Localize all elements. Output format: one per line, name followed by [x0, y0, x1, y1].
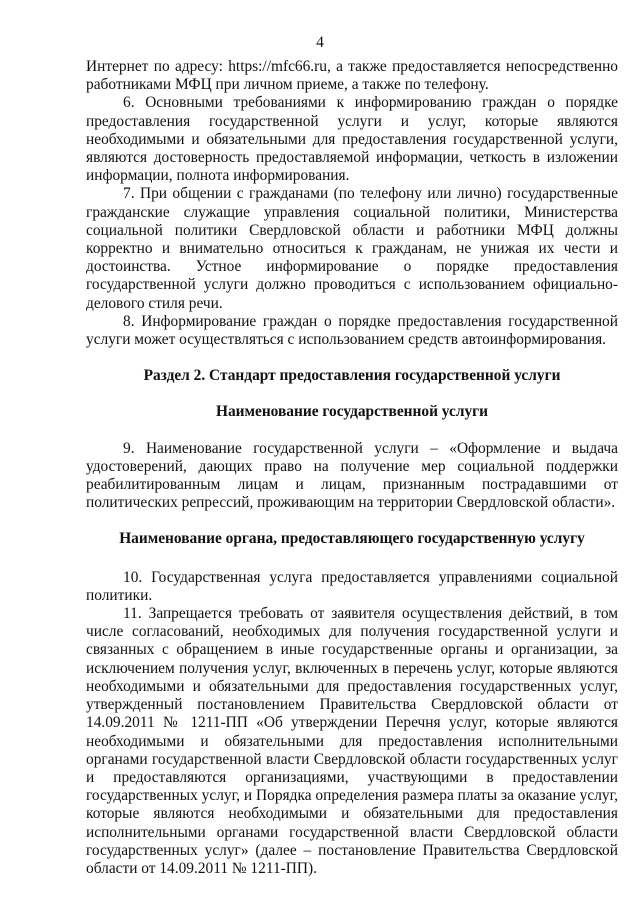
section-heading: Раздел 2. Стандарт предоставления государственной услуги: [143, 367, 561, 385]
page-number: 4: [316, 34, 324, 51]
paragraph-8: 8. Информирование граждан о порядке предоставления государственной услуги может осуществляться с использованием средств автоинформирования.: [86, 312, 618, 349]
paragraph-6: 6. Основными требованиями к информированию граждан о порядке предоставления государственной услуги и услуг, которые являются необходимыми и обязательными для предоставления государственной услуги, являются достоверность предоставляемой информации, четкость в изложении информации, полнота информирования.: [86, 94, 618, 185]
paragraph-continuation: Интернет по адресу: https://mfc66.ru, а также предоставляется непосредственно работниками МФЦ при личном приеме, а также по телефону.: [86, 58, 618, 94]
document-body: [86, 58, 618, 878]
subheading-providing-body: Наименование органа, предоставляющего государственную услугу: [119, 530, 585, 548]
paragraph-10: 10. Государственная услуга предоставляется управлениями социальной политики.: [86, 568, 618, 604]
subheading-service-name: Наименование государственной услуги: [215, 403, 489, 421]
paragraph-11: 11. Запрещается требовать от заявителя осуществления действий, в том числе согласований, необходимых для получения государственной услуги и связанных с обращением в иные государственные органы и организации, за исключением получения услуг, включенных в перечень услуг, которые являются необходимыми и обязательными для предоставления государственных услуг, утвержденный постановлением Правительства Свердловской области от 14.09.2011 № 1211-ПП «Об утверждении Перечня услуг, которые являются необходимыми и обязательными для предоставления исполнительными органами государственной власти Свердловской области государственных услуг и предоставляются организациями, участвующими в предоставлении государственных услуг, и Порядка определения размера платы за оказание услуг, которые являются необходимыми и обязательными для предоставления исполнительными органами государственной власти Свердловской области государственных услуг» (далее – постановление Правительства Свердловской области от 14.09.2011 № 1211-ПП).: [86, 605, 618, 877]
paragraph-7: 7. При общении с гражданами (по телефону или лично) государственные гражданские служащие управления социальной политики, Министерства социальной политики Свердловской области и работники МФЦ должны корректно и внимательно относиться к гражданам, не унижая их чести и достоинства. Устное информирование о порядке предоставления государственной услуги должно проводиться с использованием официально-делового стиля речи.: [86, 185, 618, 312]
paragraph-9: 9. Наименование государственной услуги – «Оформление и выдача удостоверений, дающих право на получение мер социальной поддержки реабилитированным лицам и лицам, признанным пострадавшими от политических репрессий, проживающим на территории Свердловской области».: [86, 439, 618, 512]
